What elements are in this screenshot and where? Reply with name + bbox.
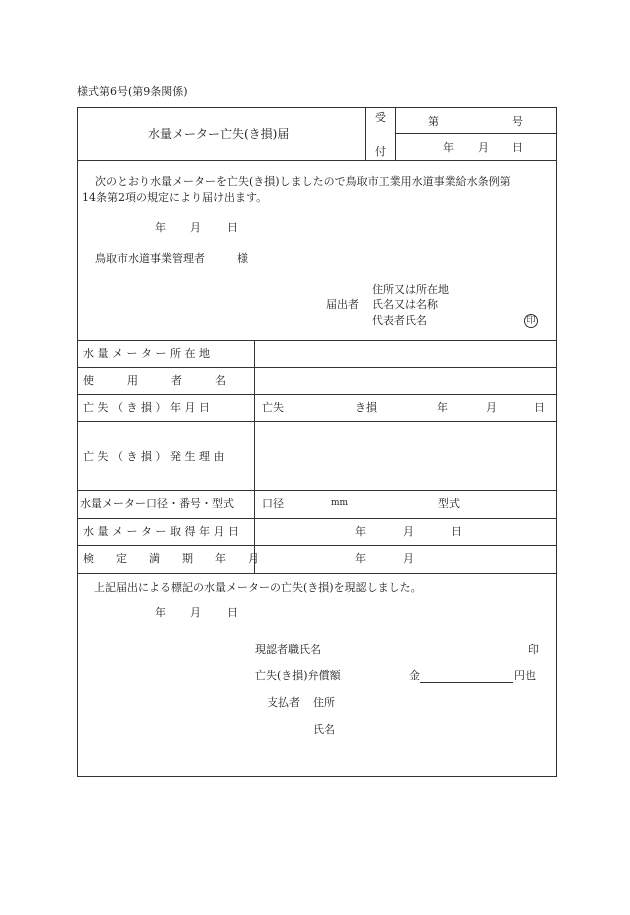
addressee: 鳥取市水道事業管理者 [95,252,205,265]
applicant-seal: 印 [524,314,538,328]
form-id: 様式第6号(第9条関係) [77,85,188,98]
payer-label: 支払者 [267,696,300,709]
witness-seal: 印 [528,643,539,656]
receipt-hi: 日 [512,141,523,154]
receipt-dai: 第 [428,115,439,128]
receipt-nen: 年 [443,141,454,154]
payer-address: 住所 [313,696,335,709]
loss-date-tsuki: 月 [486,401,497,414]
loss-date-nen: 年 [437,401,448,414]
table-top [77,340,557,341]
expiry-nen: 年 [355,552,366,565]
acquired-tsuki: 月 [403,525,414,538]
receipt-top: 受 [375,111,386,124]
loss-date-kison: き損 [355,401,377,414]
label-user: 使 用 者 名 [83,374,226,387]
table-row-3 [77,421,557,422]
spec-koukei: 口径 [262,497,284,510]
label-spec: 水量メーター口径・番号・型式 [80,497,234,510]
label-expiry: 検 定 満 期 年 月 [83,552,259,565]
loss-date-boshitsu: 亡失 [262,401,284,414]
addressee-sama: 様 [237,252,248,265]
receipt-tsuki: 月 [478,141,489,154]
header-divider [77,160,557,161]
header-hline [395,133,557,134]
table-row-1 [77,367,557,368]
acquired-hi: 日 [451,525,462,538]
table-bottom [77,573,557,574]
header-vline-1 [365,107,366,160]
address-label: 住所又は所在地 [372,283,449,296]
paragraph-line-1: 次のとおり水量メーターを亡失(き損)しましたので鳥取市工業用水道事業給水条例第 [95,175,511,188]
label-loss-date: 亡 失 （ き 損 ） 年 月 日 [83,401,210,414]
footer-date-nen: 年 [155,606,166,619]
table-row-2 [77,394,557,395]
paragraph-line-2: 14条第2項の規定により届け出ます。 [82,191,268,204]
table-vline [254,340,255,573]
receipt-go: 号 [512,115,523,128]
table-row-6 [77,545,557,546]
table-row-4 [77,490,557,491]
payer-name: 氏名 [313,723,335,736]
compensation-label: 亡失(き損)弁償額 [255,669,341,682]
label-acquired: 水 量 メ ー タ ー 取 得 年 月 日 [83,525,239,538]
compensation-enya: 円也 [514,669,536,682]
applicant-label: 届出者 [326,298,359,311]
name-label: 氏名又は名称 [372,298,438,311]
spec-mm: mm [331,498,349,508]
spec-katashiki: 型式 [438,497,460,510]
compensation-kin: 金 [409,669,420,682]
rep-label: 代表者氏名 [372,314,427,327]
loss-date-hi: 日 [534,401,545,414]
body-date-nen: 年 [155,221,166,234]
compensation-amount-line [420,682,513,683]
acquired-nen: 年 [355,525,366,538]
confirm-text: 上記届出による標記の水量メーターの亡失(き損)を現認しました。 [94,581,422,594]
label-location: 水 量 メ ー タ ー 所 在 地 [83,347,210,360]
form-title: 水量メーター亡失(き損)届 [148,127,290,141]
label-reason: 亡 失 （ き 損 ） 発 生 理 由 [83,450,225,463]
body-date-hi: 日 [227,221,238,234]
receipt-bottom: 付 [375,145,386,158]
footer-date-hi: 日 [227,606,238,619]
body-date-tsuki: 月 [190,221,201,234]
footer-date-tsuki: 月 [190,606,201,619]
expiry-tsuki: 月 [403,552,414,565]
table-row-5 [77,518,557,519]
witness-label: 現認者職氏名 [255,643,321,656]
